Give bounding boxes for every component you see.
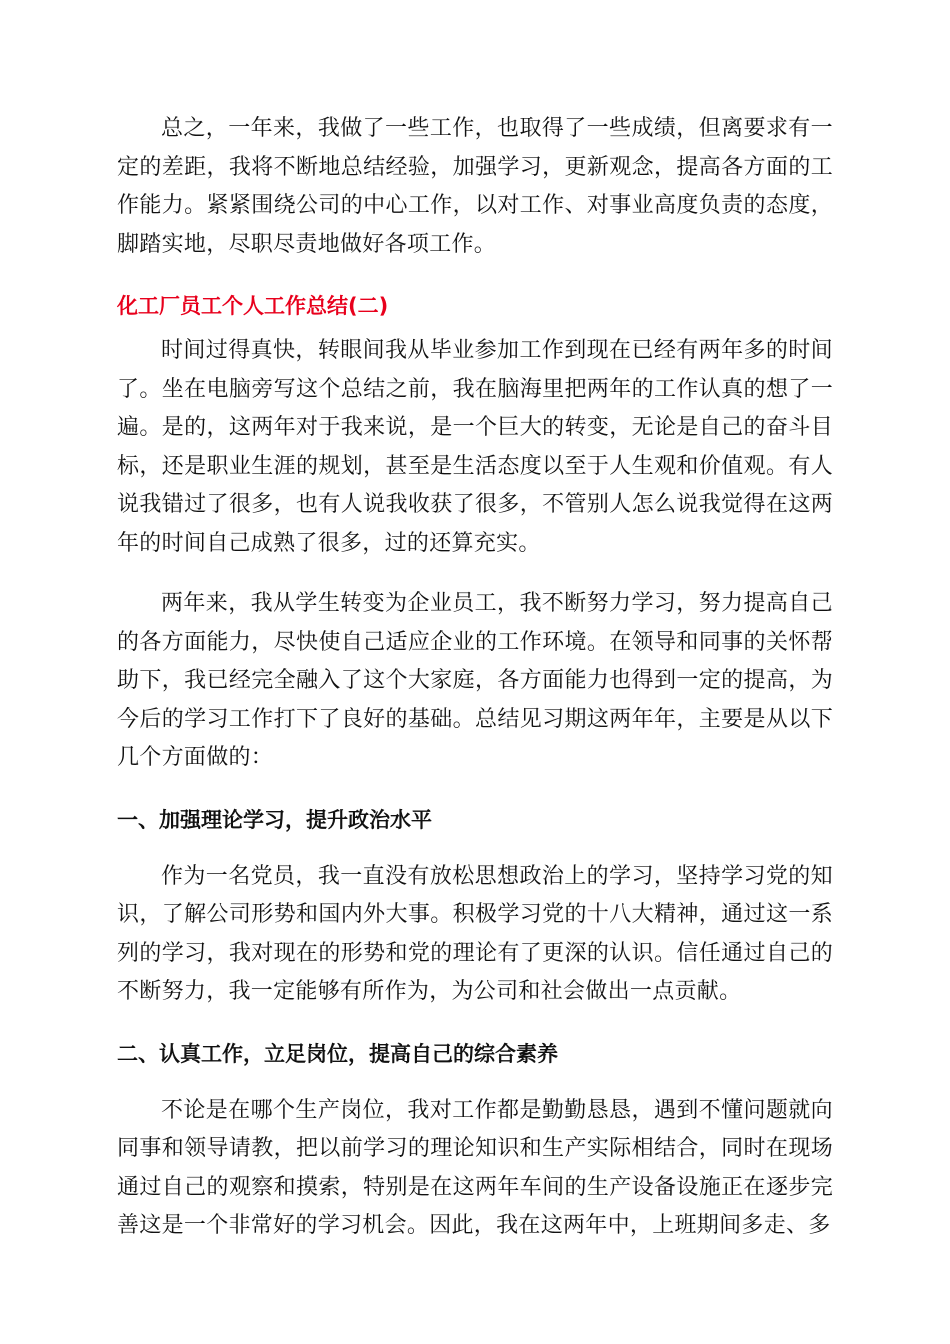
document-page <box>117 110 833 1246</box>
section-heading-2: 二、认真工作，立足岗位，提高自己的综合素养 <box>117 1041 558 1066</box>
document-title: 化工厂员工个人工作总结(二) <box>117 294 389 318</box>
paragraph-work-post: 不论是在哪个生产岗位，我对工作都是勤勤恳恳，遇到不懂问题就向同事和领导请教，把以前学习的理论知识和生产实际相结合，同时在现场通过自己的观察和摸索，特别是在这两年车间的生产设备设施正在逐步完善这是一个非常好的学习机会。因此，我在这两年中，上班期间多走、多 <box>117 1097 833 1238</box>
paragraph-theory-study: 作为一名党员，我一直没有放松思想政治上的学习，坚持学习党的知识，了解公司形势和国内外大事。积极学习党的十八大精神，通过这一系列的学习，我对现在的形势和党的理论有了更深的认识。信任通过自己的不断努力，我一定能够有所作为，为公司和社会做出一点贡献。 <box>117 863 833 1004</box>
paragraph-intro: 时间过得真快，转眼间我从毕业参加工作到现在已经有两年多的时间了。坐在电脑旁写这个总结之前，我在脑海里把两年的工作认真的想了一遍。是的，这两年对于我来说，是一个巨大的转变，无论是自己的奋斗目标，还是职业生涯的规划，甚至是生活态度以至于人生观和价值观。有人说我错过了很多，也有人说我收获了很多，不管别人怎么说我觉得在这两年的时间自己成熟了很多，过的还算充实。 <box>117 338 833 556</box>
section-heading-1: 一、加强理论学习，提升政治水平 <box>117 807 432 832</box>
paragraph-two-years: 两年来，我从学生转变为企业员工，我不断努力学习，努力提高自己的各方面能力，尽快使自己适应企业的工作环境。在领导和同事的关怀帮助下，我已经完全融入了这个大家庭，各方面能力也得到一定的提高，为今后的学习工作打下了良好的基础。总结见习期这两年年，主要是从以下几个方面做的： <box>117 591 833 770</box>
paragraph-summary: 总之，一年来，我做了一些工作，也取得了一些成绩，但离要求有一定的差距，我将不断地总结经验，加强学习，更新观念，提高各方面的工作能力。紧紧围绕公司的中心工作，以对工作、对事业高度负责的态度，脚踏实地，尽职尽责地做好各项工作。 <box>117 116 833 257</box>
